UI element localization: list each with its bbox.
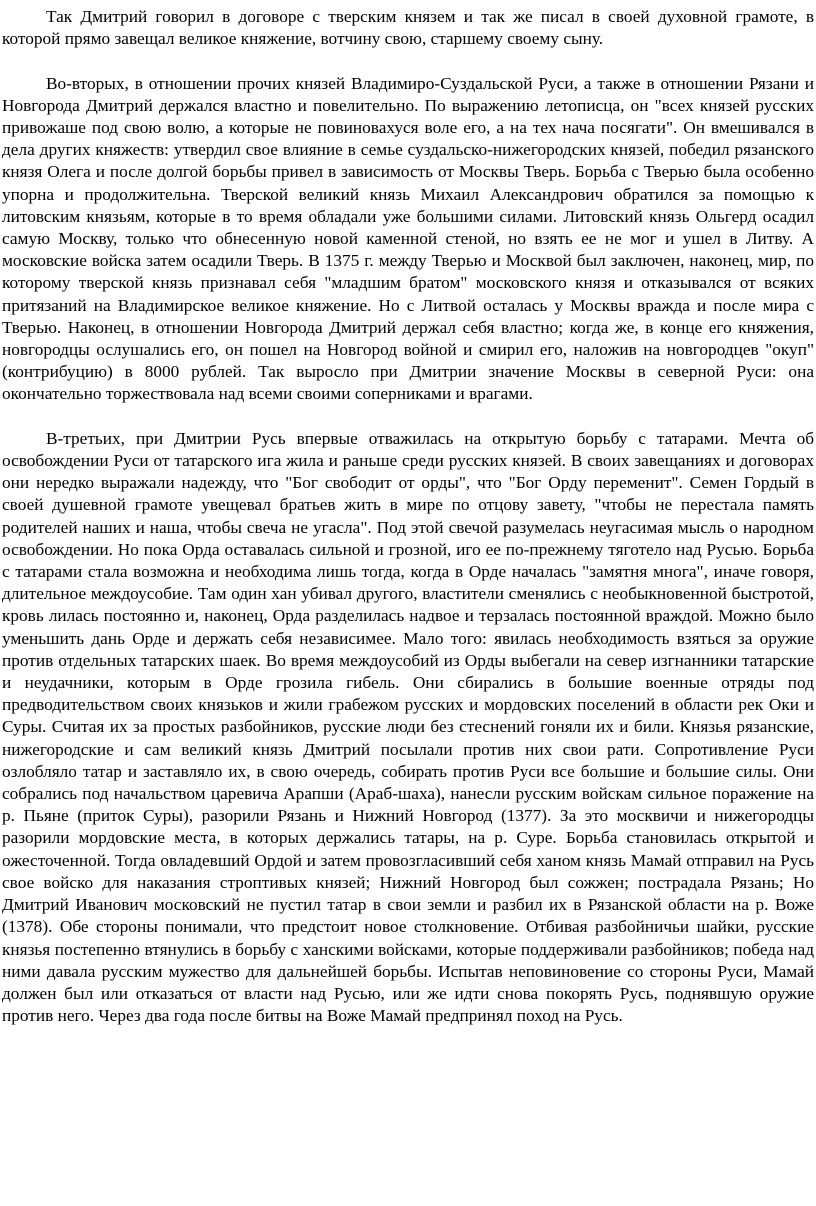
paragraph-1: Так Дмитрий говорил в договоре с тверским князем и так же писал в своей духовной грамоте, в которой прямо завещал великое княжение, вотчину свою, старшему своему сыну.: [2, 7, 814, 49]
paragraph-3: В-третьих, при Дмитрии Русь впервые отважилась на открытую борьбу с татарами. Мечта об освобождении Руси от татарского ига жила и раньше среди русских князей. В своих завещаниях и договорах они нередко выражали надежду, что "Бог свободит от орды", что "Бог Орду переменит". Семен Гордый в своей душевной грамоте увещевал братьев жить в мире по отцову завету, "чтобы не перестала память родителей наших и наша, чтобы свеча не угасла". Под этой свечой разумелась неугасимая мысль о народном освобождении. Но пока Орда оставалась сильной и грозной, иго ее по-прежнему тяготело над Русью. Борьба с татарами стала возможна и необходима лишь тогда, когда в Орде началась "замятня многа", иначе говоря, длительное междоусобие. Там один хан убивал другого, властители сменялись с необыкновенной быстротой, кровь лилась постоянно и, наконец, Орда разделилась надвое и терзалась постоянной враждой. Можно было уменьшить дань Орде и держать себя независимее. Мало того: явилась необходимость взяться за оружие против отдельных татарских шаек. Во время междоусобий из Орды выбегали на север изгнанники татарские и неудачники, которым в Орде грозила гибель. Они сбирались в большие военные отряды под предводительством своих князьков и жили грабежом русских и мордовских поселений в области рек Оки и Суры. Считая их за простых разбойников, русские люди без стеснений гоняли их и били. Князья рязанские, нижегородские и сам великий князь Дмитрий посылали против них свои рати. Сопротивление Руси озлобляло татар и заставляло их, в свою очередь, собирать против Руси все большие и большие силы. Они собрались под начальством царевича Арапши (Араб-шаха), нанесли русским войскам сильное поражение на р. Пьяне (приток Суры), разорили Рязань и Нижний Новгород (1377). За это москвичи и нижегородцы разорили мордовские места, в которых держались татары, на р. Суре. Борьба становилась открытой и ожесточенной. Тогда овладевший Ордой и затем провозгласивший себя ханом князь Мамай отправил на Русь свое войско для наказания строптивых князей; Нижний Новгород был сожжен; пострадала Рязань; Но Дмитрий Иванович московский не пустил татар в свои земли и разбил их в Рязанской области на р. Воже (1378). Обе стороны понимали, что предстоит новое столкновение. Отбивая разбойничьи шайки, русские князья постепенно втянулись в борьбу с ханскими войсками, которые поддерживали разбойников; победа над ними давала русским мужество для дальнейшей борьбы. Испытав неповиновение со стороны Руси, Мамай должен был или отказаться от власти над Русью, или же идти снова покорять Русь, поднявшую оружие против него. Через два года после битвы на Воже Мамай предпринял поход на Русь.: [2, 428, 814, 1026]
paragraph-2: Во-вторых, в отношении прочих князей Владимиро-Суздальской Руси, а также в отношении Рязани и Новгорода Дмитрий держался властно и повелительно. По выражению летописца, он "всех князей русских привожаше под свою волю, а которые не повиновахуся воле его, а на тех нача посягати". Он вмешивался в дела других княжеств: утвердил свое влияние в семье суздальско-нижегородских князей, победил рязанского князя Олега и после долгой борьбы привел в зависимость от Москвы Тверь. Борьба с Тверью была особенно упорна и продолжительна. Тверской великий князь Михаил Александрович обратился за помощью к литовским князьям, которые в то время обладали уже большими силами. Литовский князь Ольгерд осадил самую Москву, только что обнесенную новой каменной стеной, но взять ее не мог и ушел в Литву. А московские войска затем осадили Тверь. В 1375 г. между Тверью и Москвой был заключен, наконец, мир, по которому тверской князь признавал себя "младшим братом" московского князя и отказывался от всяких притязаний на Владимирское великое княжение. Но с Литвой осталась у Москвы вражда и после мира с Тверью. Наконец, в отношении Новгорода Дмитрий держал себя властно; когда же, в конце его княжения, новгородцы ослушались его, он пошел на Новгород войной и смирил его, наложив на новгородцев "окуп" (контрибуцию) в 8000 рублей. Так выросло при Дмитрии значение Москвы в северной Руси: она окончательно торжествовала над всеми своими соперниками и врагами.: [2, 73, 814, 404]
